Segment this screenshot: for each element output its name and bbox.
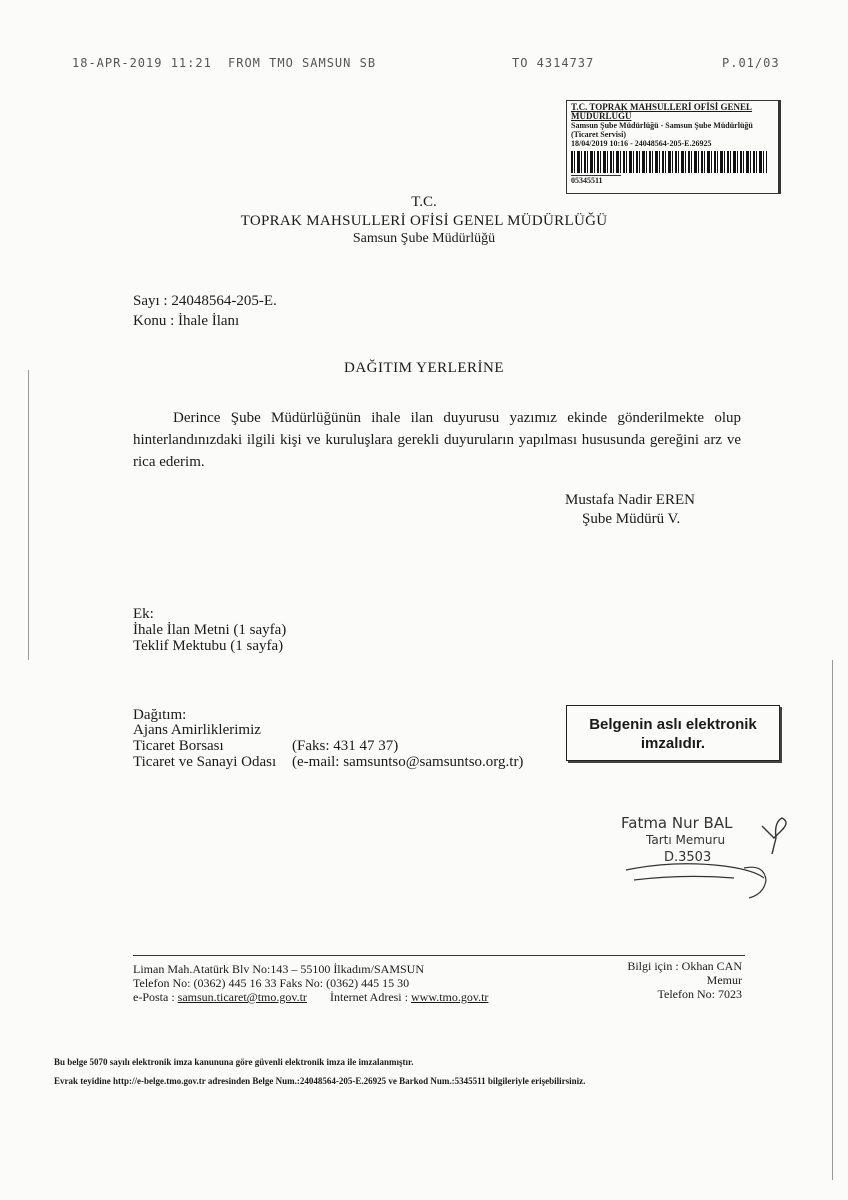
legal-line-2: Evrak teyidine http://e-belge.tmo.gov.tr adresinden Belge Num.:24048564-205-E.26925 ve Barkod Num.:5345511 bilgileriyle erişebilirsiniz. [54,1076,586,1086]
fax-from: FROM TMO SAMSUN SB [228,56,377,70]
footer-info: Bilgi için : Okhan CAN [627,959,742,973]
footer-web-label: İnternet Adresi : [330,990,411,1004]
barcode-icon [571,151,767,173]
footer-phone: Telefon No: (0362) 445 16 33 Faks No: (0362) 445 15 30 [133,976,410,990]
attachment-item: İhale İlan Metni (1 sayfa) [133,622,287,638]
footer-address: Liman Mah.Atatürk Blv No:143 – 55100 İlkadım/SAMSUN [133,962,424,976]
distribution-item: Ticaret Borsası [133,738,224,754]
body-paragraph [133,407,741,473]
attachment-item: Teklif Mektubu (1 sayfa) [133,638,284,654]
stamp-line-3: 18/04/2019 10:16 - 24048564-205-E.26925 [571,139,712,148]
attachments-label: Ek: [133,606,154,622]
signatory-title: Şube Müdürü V. [582,511,681,527]
handwritten-code: D.3503 [664,850,712,865]
meta-sayi: Sayı : 24048564-205-E. [133,293,277,309]
meta-konu: Konu : İhale İlanı [133,313,240,329]
footer-web-row [330,991,488,1004]
fax-to: TO 4314737 [512,56,595,70]
signatory-name: Mustafa Nadir EREN [565,492,695,508]
distribution-contact: (Faks: 431 47 37) [292,738,399,754]
fax-page: P.01/03 [722,56,780,70]
header-org: TOPRAK MAHSULLERİ OFİSİ GENEL MÜDÜRLÜĞÜ [240,213,608,229]
registry-stamp [566,100,781,194]
footer-email-row [133,991,307,1004]
body-text: Derince Şube Müdürlüğünün ihale ilan duyurusu yazımız ekinde gönderilmekte olup hinterlandınızdaki ilgili kişi ve kuruluşlara gerekli duyuruların yapılması hususunda gereğini arz ve rica ederim. [133,410,741,470]
legal-line-1: Bu belge 5070 sayılı elektronik imza kanununa göre güvenli elektronik imza ile imzalanmıştır. [54,1057,414,1067]
esign-line-2: imzalıdır. [640,735,706,752]
footer-divider [133,955,745,956]
footer-email-link[interactable]: samsun.ticaret@tmo.gov.tr [177,990,307,1004]
scan-edge-left [28,370,29,660]
handwritten-name: Fatma Nur BAL [621,814,733,832]
distribution-contact: (e-mail: samsuntso@samsuntso.org.tr) [292,754,524,770]
footer-email-label: e-Posta : [133,990,178,1004]
distribution-item: Ticaret ve Sanayi Odası [133,754,277,770]
esign-line-1: Belgenin aslı elektronik [589,716,757,733]
stamp-line-2: Samsun Şube Müdürlüğü - Samsun Şube Müdürlüğü (Ticaret Servisi) [571,121,753,139]
distribution-item: Ajans Amirliklerimiz [133,722,261,738]
signature-icon [614,808,794,908]
footer-info-title: Memur [706,973,742,987]
footer-info-phone: Telefon No: 7023 [657,987,742,1001]
distribution-label: Dağıtım: [133,707,187,723]
handwritten-title: Tartı Memuru [646,833,726,847]
stamp-code: 05345511 [571,175,621,185]
footer-web-link[interactable]: www.tmo.gov.tr [410,990,489,1004]
stamp-line-1: T.C. TOPRAK MAHSULLERİ OFİSİ GENEL MÜDÜRLÜĞÜ [571,102,753,121]
esign-notice [566,705,780,761]
recipient-heading: DAĞITIM YERLERİNE [343,360,504,376]
scan-edge-right [832,660,833,1180]
header-branch: Samsun Şube Müdürlüğü [352,231,496,246]
fax-datetime: 18-APR-2019 11:21 [72,56,212,70]
header-tc: T.C. [411,194,437,210]
